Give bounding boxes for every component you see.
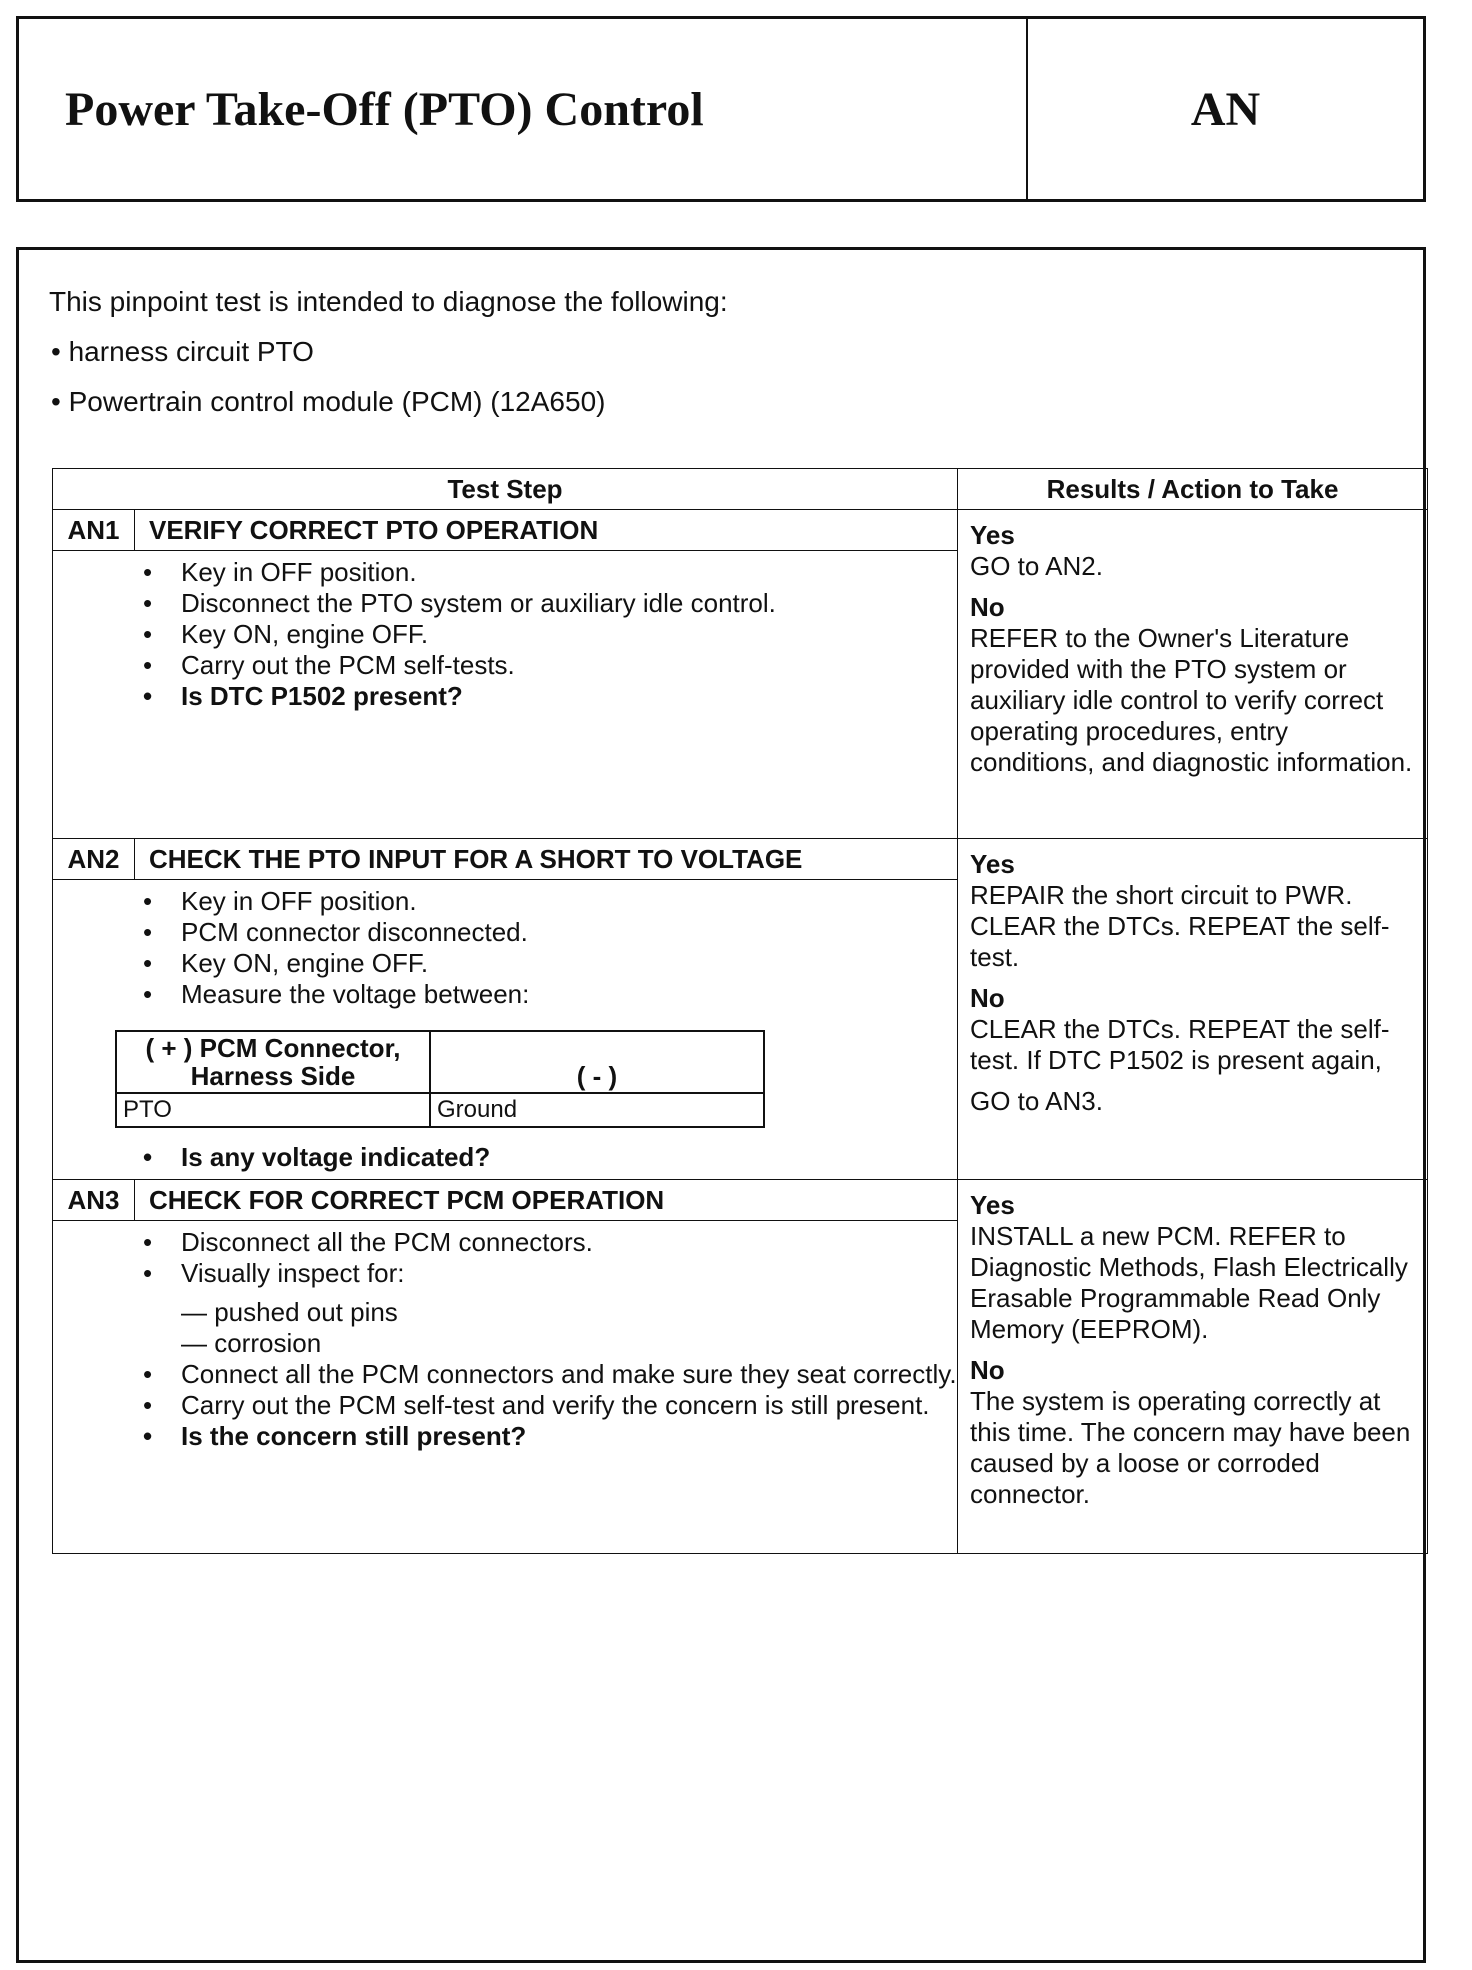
page-title: Power Take-Off (PTO) Control bbox=[65, 82, 704, 136]
step-bullet: • Connect all the PCM connectors and make sure they seat correctly. bbox=[143, 1359, 957, 1390]
pinpoint-test-panel bbox=[16, 247, 1426, 1963]
step-title: VERIFY CORRECT PTO OPERATION bbox=[135, 510, 958, 551]
step-bullet: • PCM connector disconnected. bbox=[143, 917, 957, 948]
yes-label: Yes bbox=[970, 520, 1015, 550]
page-header bbox=[16, 16, 1426, 202]
step-bullet: • Visually inspect for: bbox=[143, 1258, 957, 1289]
intro-lead: This pinpoint test is intended to diagnose the following: bbox=[49, 286, 728, 317]
step-bullet: • Measure the voltage between: bbox=[143, 979, 957, 1010]
no-text: CLEAR the DTCs. REPEAT the self-test. If DTC P1502 is present again, bbox=[970, 1014, 1390, 1075]
step-body bbox=[53, 551, 958, 839]
step-title-row bbox=[53, 1180, 1428, 1221]
measurement-table bbox=[115, 1030, 765, 1128]
step-id: AN3 bbox=[53, 1180, 135, 1221]
no-label: No bbox=[970, 983, 1005, 1013]
intro-item: • harness circuit PTO bbox=[51, 336, 314, 367]
col-header-test-step: Test Step bbox=[53, 469, 958, 510]
meas-header-positive: ( + ) PCM Connector, Harness Side bbox=[116, 1031, 430, 1093]
step-title-row bbox=[53, 510, 1428, 551]
step-bullet: • Carry out the PCM self-test and verify the concern is still present. bbox=[143, 1390, 957, 1421]
step-subitem: — pushed out pins bbox=[181, 1297, 398, 1327]
step-title: CHECK FOR CORRECT PCM OPERATION bbox=[135, 1180, 958, 1221]
step-bullet: • Carry out the PCM self-tests. bbox=[143, 650, 957, 681]
yes-text: INSTALL a new PCM. REFER to Diagnostic Methods, Flash Electrically Erasable Programmable Read Only Memory (EEPROM). bbox=[970, 1221, 1408, 1344]
step-question: • Is any voltage indicated? bbox=[143, 1142, 957, 1173]
no-label: No bbox=[970, 592, 1005, 622]
step-bullet: • Disconnect the PTO system or auxiliary idle control. bbox=[143, 588, 957, 619]
step-bullet: • Key ON, engine OFF. bbox=[143, 948, 957, 979]
step-question: • Is DTC P1502 present? bbox=[143, 681, 957, 712]
step-result bbox=[958, 1180, 1428, 1554]
intro bbox=[49, 288, 728, 438]
step-title-row bbox=[53, 839, 1428, 880]
meas-header-negative: ( - ) bbox=[430, 1031, 764, 1093]
step-bullet: • Key ON, engine OFF. bbox=[143, 619, 957, 650]
intro-item: • Powertrain control module (PCM) (12A650) bbox=[51, 386, 606, 417]
code-cell bbox=[1028, 19, 1423, 199]
section-code: AN bbox=[1190, 82, 1261, 136]
step-id: AN1 bbox=[53, 510, 135, 551]
no-label: No bbox=[970, 1355, 1005, 1385]
step-id: AN2 bbox=[53, 839, 135, 880]
step-bullet: • Key in OFF position. bbox=[143, 557, 957, 588]
step-body bbox=[53, 880, 958, 1180]
step-title: CHECK THE PTO INPUT FOR A SHORT TO VOLTAGE bbox=[135, 839, 958, 880]
yes-text: REPAIR the short circuit to PWR. CLEAR the DTCs. REPEAT the self-test. bbox=[970, 880, 1390, 972]
test-step-table bbox=[52, 468, 1428, 1554]
yes-text: GO to AN2. bbox=[970, 551, 1103, 581]
step-result bbox=[958, 510, 1428, 839]
step-bullet: • Disconnect all the PCM connectors. bbox=[143, 1227, 957, 1258]
meas-cell-positive: PTO bbox=[116, 1093, 430, 1127]
no-text: REFER to the Owner's Literature provided with the PTO system or auxiliary idle control to verify correct operating procedures, entry conditions, and diagnostic information. bbox=[970, 623, 1413, 777]
step-bullet: • Key in OFF position. bbox=[143, 886, 957, 917]
table-header-row bbox=[53, 469, 1428, 510]
meas-cell-negative: Ground bbox=[430, 1093, 764, 1127]
col-header-results: Results / Action to Take bbox=[958, 469, 1428, 510]
yes-label: Yes bbox=[970, 1190, 1015, 1220]
step-question: • Is the concern still present? bbox=[143, 1421, 957, 1452]
yes-label: Yes bbox=[970, 849, 1015, 879]
step-body bbox=[53, 1221, 958, 1554]
no-text-goto: GO to AN3. bbox=[970, 1086, 1103, 1116]
title-cell bbox=[19, 19, 1028, 199]
no-text: The system is operating correctly at this time. The concern may have been caused by a loose or corroded connector. bbox=[970, 1386, 1411, 1509]
step-result bbox=[958, 839, 1428, 1180]
step-subitem: — corrosion bbox=[181, 1328, 322, 1358]
